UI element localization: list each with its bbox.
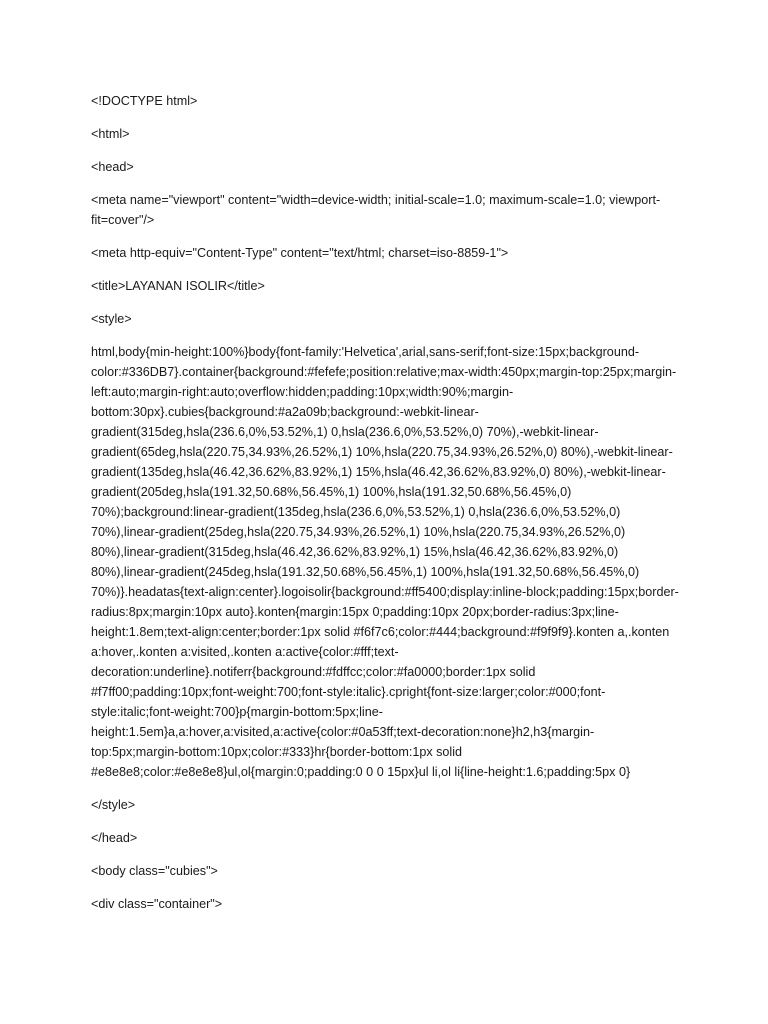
css-rules-block: html,body{min-height:100%}body{font-family:'Helvetica',arial,sans-serif;font-size:15px;background-color:#336DB7}.container{background:#fefefe;position:relative;max-width:450px;margin-top:25px;margin-left:auto;margin-right:auto;overflow:hidden;padding:10px;width:90%;margin-bottom:30px}.cubies{background:#a2a09b;background:-webkit-linear-gradient(315deg,hsla(236.6,0%,53.52%,1) 0,hsla(236.6,0%,53.52%,0) 70%),-webkit-linear-gradient(65deg,hsla(220.75,34.93%,26.52%,1) 10%,hsla(220.75,34.93%,26.52%,0) 80%),-webkit-linear-gradient(135deg,hsla(46.42,36.62%,83.92%,1) 15%,hsla(46.42,36.62%,83.92%,0) 80%),-webkit-linear-gradient(205deg,hsla(191.32,50.68%,56.45%,1) 100%,hsla(191.32,50.68%,56.45%,0) 70%);background:linear-gradient(135deg,hsla(236.6,0%,53.52%,1) 0,hsla(236.6,0%,53.52%,0) 70%),linear-gradient(25deg,hsla(220.75,34.93%,26.52%,1) 10%,hsla(220.75,34.93%,26.52%,0) 80%),linear-gradient(315deg,hsla(46.42,36.62%,83.92%,1) 15%,hsla(46.42,36.62%,83.92%,0) 80%),linear-gradient(245deg,hsla(191.32,50.68%,56.45%,1) 100%,hsla(191.32,50.68%,56.45%,0) 70%)}.headatas{text-align:center}.logoisolir{background:#ff5400;display:inline-block;padding:15px;border-radius:8px;margin:10px auto}.konten{margin:15px 0;padding:10px 20px;border-radius:3px;line-height:1.8em;text-align:center;border:1px solid #f6f7c6;color:#444;background:#f9f9f9}.konten a,.konten a:hover,.konten a:visited,.konten a:active{color:#fff;text-decoration:underline}.notiferr{background:#fdffcc;color:#fa0000;border:1px solid #f7ff00;padding:10px;font-weight:700;font-style:italic}.cpright{font-size:larger;color:#000;font-style:italic;font-weight:700}p{margin-bottom:5px;line-height:1.5em}a,a:hover,a:visited,a:active{color:#0a53ff;text-decoration:none}h2,h3{margin-top:5px;margin-bottom:10px;color:#333}hr{border-bottom:1px solid #e8e8e8;color:#e8e8e8}ul,ol{margin:0;padding:0 0 0 15px}ul li,ol li{line-height:1.6;padding:5px 0} (91, 345, 679, 779)
container-div-line: <div class="container"> (91, 897, 223, 911)
head-close-line: </head> (91, 831, 138, 845)
head-open-line: <head> (91, 160, 134, 174)
html-open-line: <html> (91, 127, 130, 141)
meta-viewport-line: <meta name="viewport" content="width=device-width; initial-scale=1.0; maximum-scale=1.0; viewport-fit=cover"/> (91, 193, 661, 227)
style-close-line: </style> (91, 798, 136, 812)
doctype-line: <!DOCTYPE html> (91, 94, 198, 108)
title-line: <title>LAYANAN ISOLIR</title> (91, 279, 265, 293)
style-open-line: <style> (91, 312, 132, 326)
meta-content-type-line: <meta http-equiv="Content-Type" content="text/html; charset=iso-8859-1"> (91, 246, 509, 260)
body-open-line: <body class="cubies"> (91, 864, 218, 878)
